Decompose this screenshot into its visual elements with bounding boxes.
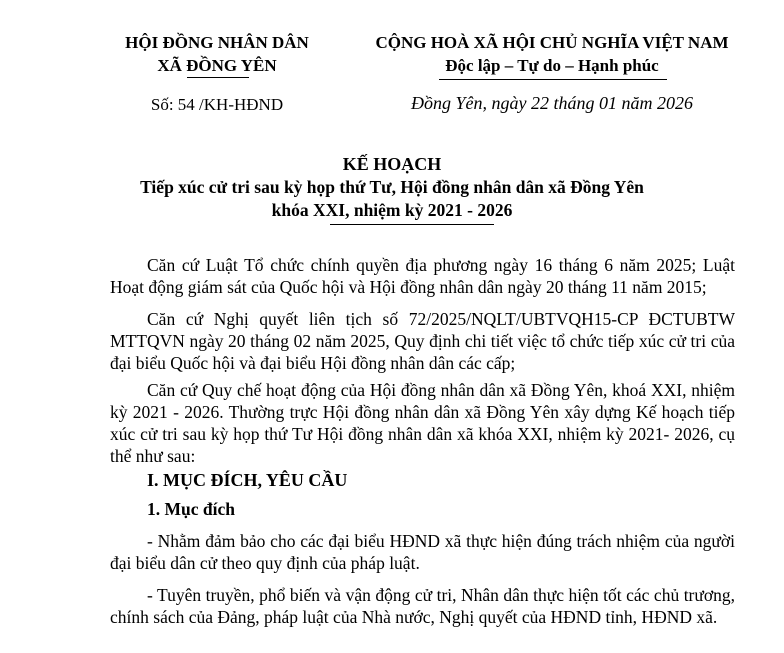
title-underline (330, 224, 494, 225)
document-number: Số: 54 /KH-HĐND (150, 95, 284, 114)
left-header-underline (187, 77, 249, 78)
national-title: CỘNG HOÀ XÃ HỘI CHỦ NGHĨA VIỆT NAM (375, 33, 729, 52)
commune-name: XÃ ĐỒNG YÊN (157, 56, 277, 75)
document-subtitle-line2: khóa XXI, nhiệm kỳ 2021 - 2026 (271, 200, 513, 220)
legal-basis-paragraph-3: Căn cứ Quy chế hoạt động của Hội đồng nhân dân xã Đồng Yên, khoá XXI, nhiệm kỳ 2021 - 2026. Thường trực Hội đồng nhân dân xã Đồng Yên xây dựng Kế hoạch tiếp xúc cử tri sau kỳ họp thứ Tư Hội đồng nhân dân xã khóa XXI, nhiệm kỳ 2021- 2026, cụ thể như sau: (110, 380, 735, 466)
section-heading-purpose-requirements: I. MỤC ĐÍCH, YÊU CẦU (147, 470, 348, 490)
legal-basis-paragraph-1: Căn cứ Luật Tổ chức chính quyền địa phương ngày 16 tháng 6 năm 2025; Luật Hoạt động giám sát của Quốc hội và Hội đồng nhân dân ngày 20 tháng 11 năm 2015; (110, 255, 735, 297)
council-name: HỘI ĐỒNG NHÂN DÂN (125, 33, 309, 52)
document-type: KẾ HOẠCH (342, 154, 442, 174)
national-motto: Độc lập – Tự do – Hạnh phúc (445, 56, 659, 75)
subsection-heading-purpose: 1. Mục đích (147, 499, 235, 519)
document-subtitle-line1: Tiếp xúc cử tri sau kỳ họp thứ Tư, Hội đồng nhân dân xã Đồng Yên (140, 177, 644, 197)
legal-basis-paragraph-2: Căn cứ Nghị quyết liên tịch số 72/2025/NQLT/UBTVQH15-CP ĐCTUBTW MTTQVN ngày 20 tháng 02 năm 2025, Quy định chi tiết việc tổ chức tiếp xúc cử tri của đại biểu Quốc hội và đại biểu Hội đồng nhân dân các cấp; (110, 309, 735, 373)
motto-underline (439, 79, 667, 80)
purpose-item-2: - Tuyên truyền, phổ biến và vận động cử tri, Nhân dân thực hiện tốt các chủ trương, chính sách của Đảng, pháp luật của Nhà nước, Nghị quyết của HĐND tỉnh, HĐND xã. (110, 585, 735, 627)
purpose-item-1: - Nhằm đảm bảo cho các đại biểu HĐND xã thực hiện đúng trách nhiệm của người đại biểu dân cử theo quy định của pháp luật. (110, 531, 735, 573)
place-date: Đồng Yên, ngày 22 tháng 01 năm 2026 (411, 93, 693, 113)
